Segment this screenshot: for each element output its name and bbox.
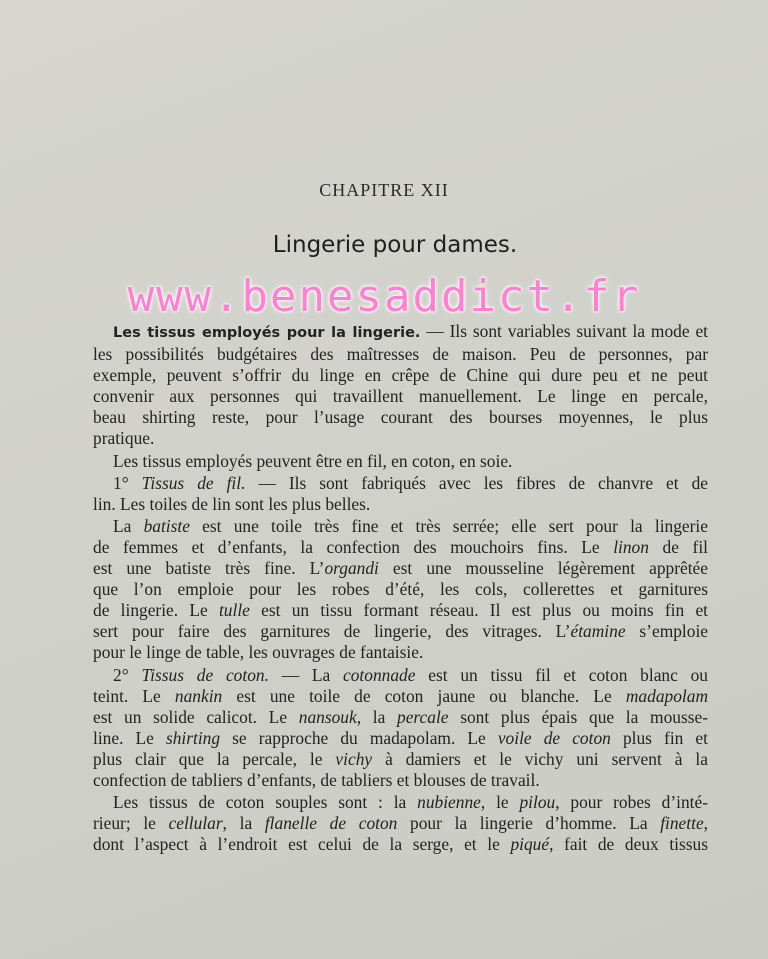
text-run: est une toile très fine et très serrée; elle sert pour la lingerie (189, 515, 708, 536)
text-run: que l’on emploie pour les robes d’été, les cols, collerettes et garnitures (93, 579, 708, 600)
text-line (93, 407, 708, 428)
text-run: est une toile de coton jaune ou blanche. Le (222, 685, 626, 706)
text-run: La (113, 515, 144, 536)
italic-term: flanelle de coton (264, 813, 398, 834)
text-line (93, 365, 708, 386)
text-line (93, 600, 708, 621)
text-line (93, 834, 708, 855)
text-run: dont l’aspect à l’endroit est celui de la serge, et le (93, 834, 511, 855)
text-line (93, 558, 708, 579)
text-run: pour la lingerie d’homme. La (397, 813, 661, 834)
text-line (93, 749, 708, 770)
italic-term: voile de coton (497, 727, 611, 748)
text-run: , la (222, 813, 265, 834)
text-line (93, 451, 708, 472)
text-run: se rapproche du madapolam. Le (220, 727, 498, 748)
text-line (93, 494, 708, 515)
text-run: , fait de deux tissus (549, 834, 708, 855)
italic-term: cotonnade (343, 664, 416, 685)
italic-term: nansouk (298, 706, 357, 727)
text-run: — Ils sont fabriqués avec les fibres de chanvre et de (245, 472, 709, 493)
page-title: Lingerie pour dames. (272, 232, 518, 258)
text-line (93, 428, 708, 449)
body-text (93, 321, 708, 855)
text-line (93, 537, 708, 558)
italic-term: finette (660, 813, 704, 834)
text-run: à damiers et le vichy uni servent à la (372, 748, 708, 769)
text-line (93, 516, 708, 537)
text-run: , (703, 813, 709, 834)
text-line (93, 344, 708, 365)
text-line (93, 386, 708, 407)
text-line (93, 621, 708, 642)
text-run: est une mousseline légèrement apprêtée (378, 558, 708, 579)
text-line (93, 473, 708, 494)
italic-term: Tissus de fil. (141, 472, 246, 493)
italic-term: cellular (168, 813, 223, 834)
text-run: convenir aux personnes qui travaillent manuellement. Le linge en percale, (93, 386, 708, 407)
text-run: Les tissus employés peuvent être en fil, en coton, en soie. (113, 450, 513, 471)
text-line (93, 813, 708, 834)
text-run: plus clair que la percale, le (93, 748, 336, 769)
italic-term: madapolam (625, 685, 708, 706)
text-run: les possibilités budgétaires des maîtresses de maison. Peu de personnes, par (93, 344, 708, 365)
text-run: , la (356, 706, 397, 727)
text-run: — La (268, 664, 344, 685)
text-run: exemple, peuvent s’offrir du linge en crêpe de Chine qui dure peu et ne peut (93, 365, 708, 386)
italic-term: percale (397, 706, 449, 727)
watermark-text: www.benesaddict.fr (127, 271, 641, 322)
text-run: est un tissu fil et coton blanc ou (415, 664, 709, 685)
text-run: pratique. (93, 428, 155, 449)
text-run: lin. Les toiles de lin sont les plus belles. (93, 493, 371, 514)
text-run: est un solide calicot. Le (93, 706, 299, 727)
text-line (93, 579, 708, 600)
italic-term: organdi (324, 558, 379, 579)
text-run: de lingerie. Le (93, 600, 219, 621)
text-run: s’emploie (625, 621, 708, 642)
text-run: beau shirting reste, pour l’usage courant des bourses moyennes, le plus (93, 407, 708, 428)
italic-term: nankin (174, 685, 223, 706)
text-run: line. Le (93, 727, 166, 748)
text-line (93, 770, 708, 791)
text-run: sert pour faire des garnitures de lingerie, des vitrages. L’ (93, 621, 571, 642)
text-run: sont plus épais que la mousse- (448, 706, 708, 727)
text-run: Les tissus de coton souples sont : la (113, 792, 418, 813)
italic-term: Tissus de coton. (141, 664, 269, 685)
text-run: 2° (113, 664, 142, 685)
text-run: de fil (648, 536, 708, 557)
text-line (93, 642, 708, 663)
italic-term: piqué (510, 834, 550, 855)
text-run: confection de tabliers d’enfants, de tabliers et blouses de travail. (93, 769, 540, 790)
text-run: rieur; le (93, 813, 169, 834)
text-run: plus fin et (610, 727, 708, 748)
text-line (93, 707, 708, 728)
italic-term: pilou (519, 792, 556, 813)
text-run: , le (480, 792, 520, 813)
text-run: de femmes et d’enfants, la confection des mouchoirs fins. Le (93, 536, 614, 557)
text-run: est une batiste très fine. L’ (93, 558, 325, 579)
italic-term: nubienne (417, 792, 481, 813)
italic-term: étamine (570, 621, 626, 642)
section-lead: Les tissus employés pour la lingerie. (113, 325, 421, 341)
text-run: pour le linge de table, les ouvrages de fantaisie. (93, 642, 424, 663)
text-line (93, 792, 708, 813)
text-line (93, 321, 708, 344)
text-run: 1° (113, 472, 142, 493)
text-line (93, 665, 708, 686)
text-line (93, 686, 708, 707)
chapter-heading: CHAPITRE XII (319, 180, 449, 200)
text-run: est un tissu formant réseau. Il est plus ou moins fin et (249, 600, 708, 621)
italic-term: vichy (335, 748, 373, 769)
italic-term: tulle (218, 600, 250, 621)
italic-term: shirting (165, 727, 221, 748)
text-run: teint. Le (93, 685, 175, 706)
text-line (93, 728, 708, 749)
italic-term: batiste (143, 515, 190, 536)
text-run: , pour robes d’inté- (555, 792, 708, 813)
text-run: — Ils sont variables suivant la mode et (420, 321, 708, 341)
italic-term: linon (613, 536, 649, 557)
